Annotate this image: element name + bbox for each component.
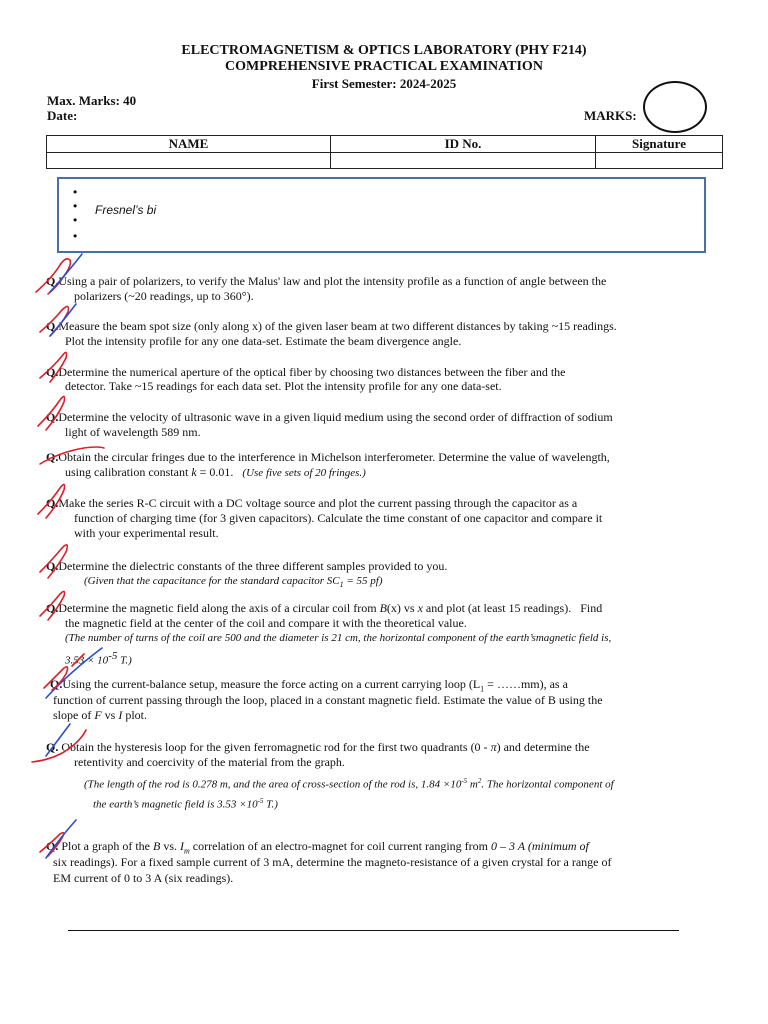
question-8-note-2: $3.53 \times 10^{-5}$ T.) [65, 650, 132, 667]
id-header: ID No. [331, 136, 596, 153]
blue-tick-mark [46, 820, 76, 858]
red-tick-mark [32, 730, 86, 762]
red-tick-mark [44, 667, 68, 690]
marks-label: MARKS: [584, 108, 637, 123]
question-8-note-1: (The number of turns of the coil are 500 and the diameter is 21 cm, the horizontal component of the earth’smagnetic field is, [65, 632, 612, 644]
question-3-line-2: detector. Take ~15 readings for each data set. Plot the intensity profile for any one data-set. [65, 379, 502, 393]
red-tick-mark [40, 352, 67, 382]
question-10-line-2: retentivity and coercivity of the material from the graph. [74, 755, 345, 769]
exam-title: ELECTROMAGNETISM & OPTICS LABORATORY (PHY F214) [181, 43, 587, 58]
question-7-note: (Given that the capacitance for the standard capacitor $SC_1 = 55$ pf) [84, 575, 383, 590]
question-5: Q.Obtain the circular fringes due to the interference in Michelson interferometer. Determine the value of wavelength, [46, 450, 610, 464]
question-2-line-2: Plot the intensity profile for any one data-set. Estimate the beam divergence angle. [65, 334, 462, 348]
question-7: Q.Determine the dielectric constants of the three different samples provided to you. [46, 559, 448, 573]
red-tick-mark [40, 591, 65, 620]
question-2: Q.Measure the beam spot size (only along x) of the given laser beam at two different distances by taking ~15 readings. [46, 319, 617, 333]
question-4: Q.Determine the velocity of ultrasonic wave in a given liquid medium using the second order of diffraction of sodium [46, 410, 613, 424]
exam-semester: First Semester: 2024-2025 [311, 76, 457, 91]
red-tick-mark [40, 447, 104, 464]
question-1-line-2: polarizers (~20 readings, up to 360°). [74, 289, 254, 303]
question-10: Q. Obtain the hysteresis loop for the given ferromagnetic rod for the first two quadrants (0 - π) and determine the [46, 740, 590, 754]
question-6-line-3: with your experimental result. [74, 526, 219, 540]
question-6-line-2: function of charging time (for 3 given capacitors). Calculate the time constant of one capacitor and compare it [74, 511, 603, 525]
question-8: Q.Determine the magnetic field along the axis of a circular coil from B(x) vs x and plot (at least 15 readings). Find [46, 601, 603, 615]
date-label: Date: [47, 108, 78, 123]
max-marks: Max. Marks: 40 [47, 93, 137, 108]
question-10-note-2: the earth’s magnetic field is $3.53 \times 10^{-5}$ T.) [93, 797, 278, 811]
blue-tick-mark [46, 648, 102, 698]
signature-header: Signature [596, 136, 723, 153]
question-10-note-1: (The length of the rod is 0.278 m, and the area of cross-section of the rod is, $1.84 \times 10^{-5}$ $m^2$. The horizontal component of [84, 777, 614, 791]
question-11-line-2: six readings). For a fixed sample current of 3 mA, determine the magneto-resistance of a given crystal for a range of [53, 855, 612, 869]
question-9: Q.Using the current-balance setup, measure the force acting on a current carrying loop ($L_1$ = ……mm), as a [50, 677, 568, 694]
question-1: Q.Using a pair of polarizers, to verify the Malus' law and plot the intensity profile as a function of angle between the [46, 274, 607, 288]
question-3: Q.Determine the numerical aperture of the optical fiber by choosing two distances between the fiber and the [46, 365, 566, 379]
red-tick-mark [40, 833, 64, 856]
question-8-line-2: the magnetic field at the center of the coil and compare it with the theoretical value. [65, 616, 467, 630]
question-9-line-2: function of current passing through the loop, placed in a constant magnetic field. Estimate the value of B using the [53, 693, 603, 707]
question-4-line-2: light of wavelength 589 nm. [65, 425, 201, 439]
name-header: NAME [47, 136, 331, 153]
red-tick-mark [40, 545, 67, 578]
exam-subtitle: COMPREHENSIVE PRACTICAL EXAMINATION [225, 59, 543, 74]
question-9-line-3: slope of F vs I plot. [53, 708, 148, 722]
experiment-item-fresnel: Fresnel’s bi [95, 203, 157, 217]
question-6: Q.Make the series R-C circuit with a DC voltage source and plot the current passing through the capacitor as a [46, 496, 578, 510]
question-5-line-2: using calibration constant k = 0.01. (Use five sets of 20 fringes.) [65, 465, 366, 479]
red-tick-mark [38, 484, 65, 518]
question-11-line-3: EM current of 0 to 3 A (six readings). [53, 871, 234, 885]
red-tick-mark [38, 396, 65, 430]
question-11: Q. Plot a graph of the B vs. $I_m$ correlation of an electro-magnet for coil current ranging from 0 – 3 A (minimum of [46, 839, 589, 856]
